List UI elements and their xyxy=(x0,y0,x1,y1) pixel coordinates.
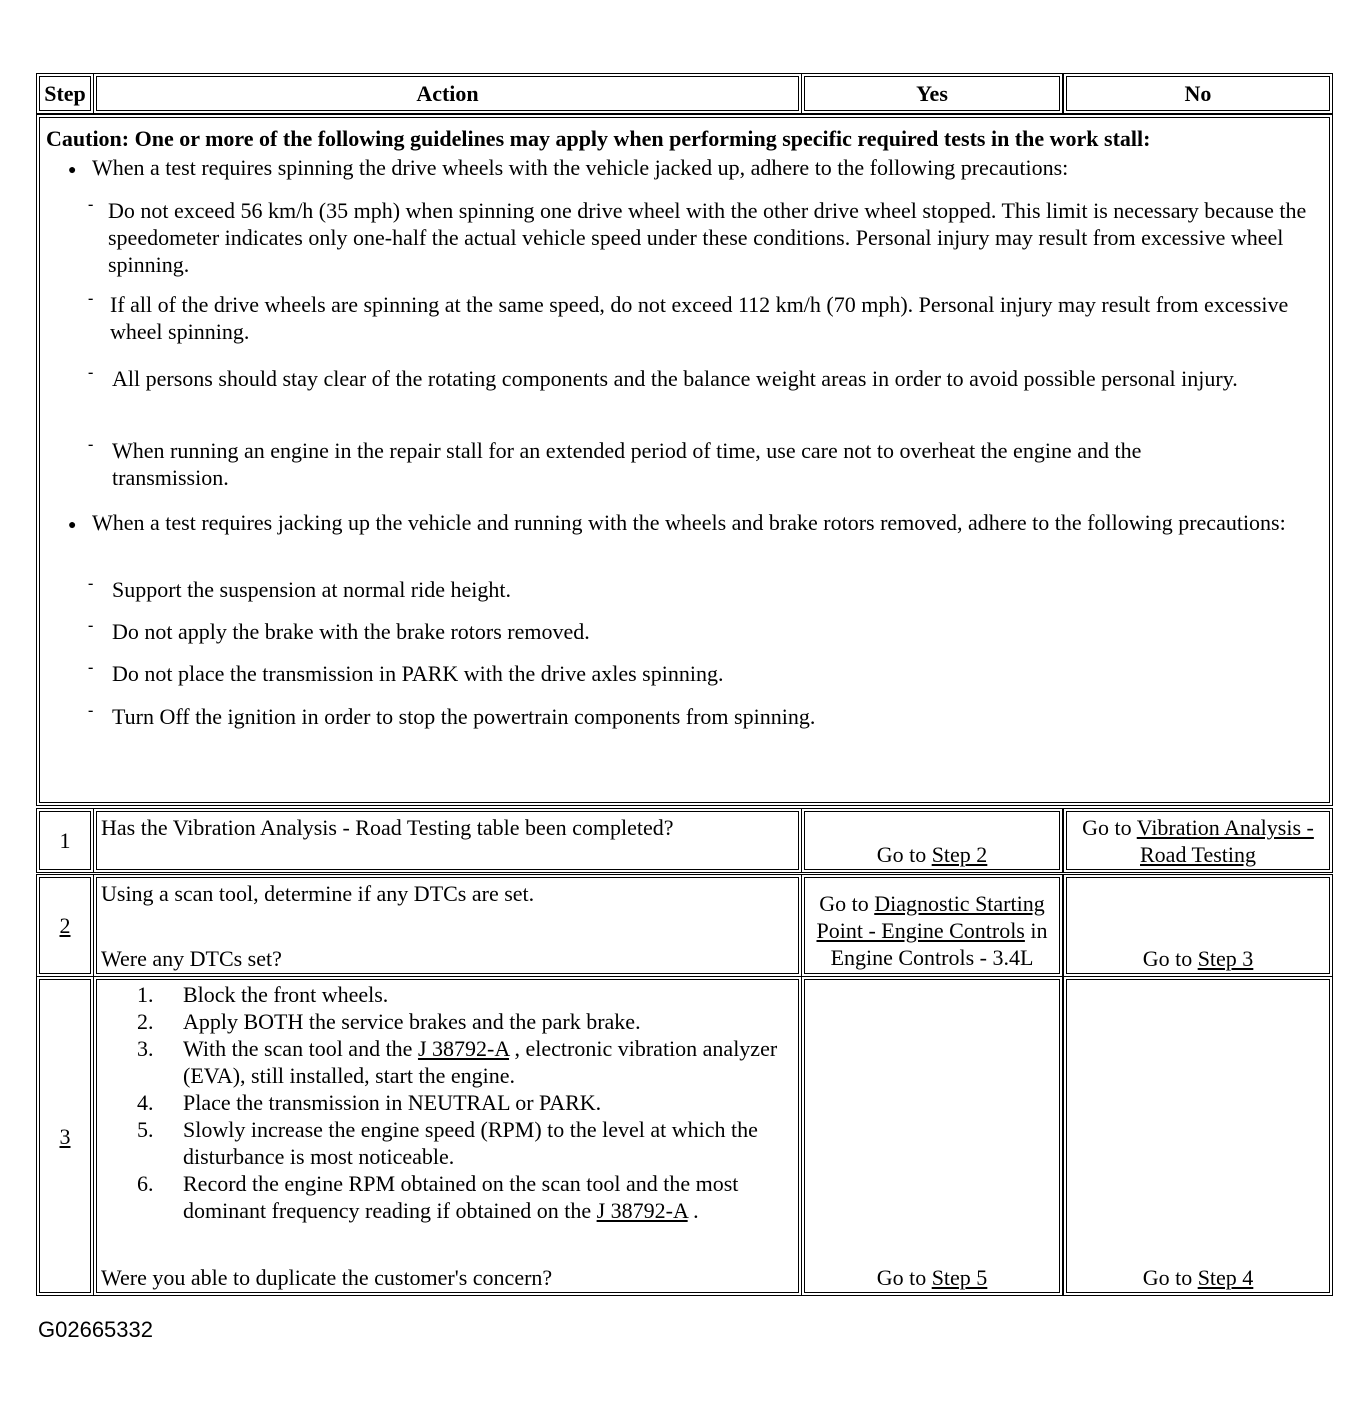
step-3-anchor[interactable]: 3 xyxy=(59,1123,71,1149)
header-action: Action xyxy=(416,81,479,106)
caution-box xyxy=(39,117,1330,803)
row-3-yes-cell xyxy=(804,979,1060,1293)
step-num: 1. xyxy=(137,982,154,1007)
action-text: Has the Vibration Analysis - Road Testing table been completed? xyxy=(101,815,674,840)
step-num: 3. xyxy=(137,1036,154,1061)
go-to-label: Go to xyxy=(1082,815,1137,840)
header-no: No xyxy=(1184,81,1212,106)
step-num: 4. xyxy=(137,1090,154,1115)
step-4-link[interactable]: Step 4 xyxy=(1197,1265,1254,1290)
go-to-label: Go to xyxy=(1142,946,1198,971)
step-text: Record the engine RPM obtained on the scan tool and the most dominant frequency reading if obtained on the xyxy=(183,1171,739,1223)
dash-icon: - xyxy=(88,364,94,381)
dash-icon: - xyxy=(88,702,94,719)
step-num: 6. xyxy=(137,1171,154,1196)
dash-icon: - xyxy=(88,290,94,307)
dash-icon: - xyxy=(88,436,94,453)
procedure-step xyxy=(101,1035,794,1089)
step-2-link[interactable]: Step 2 xyxy=(931,842,988,867)
diagnostic-starting-point-link[interactable]: Diagnostic Starting Point - Engine Controls xyxy=(816,891,1045,943)
procedure-step xyxy=(101,1089,794,1116)
dash-icon: - xyxy=(88,575,94,592)
row-2-no-cell xyxy=(1066,877,1330,974)
step-text: , electronic vibration analyzer (EVA), still installed, start the engine. xyxy=(183,1036,778,1088)
question-text: Were you able to duplicate the customer's concern? xyxy=(101,1265,553,1290)
action-text: Using a scan tool, determine if any DTCs are set. xyxy=(101,881,535,906)
dash-icon: - xyxy=(88,617,94,634)
row-3-action-cell xyxy=(96,979,799,1293)
header-no-cell xyxy=(1066,76,1330,111)
step-text: With the scan tool and the xyxy=(183,1036,418,1061)
row-1-action-cell xyxy=(96,811,799,870)
caution-item: Do not place the transmission in PARK with the drive axles spinning. xyxy=(112,661,724,686)
figure-id: G02665332 xyxy=(38,1317,153,1342)
row-2-action-cell xyxy=(96,877,799,974)
caution-item: When running an engine in the repair stall for an extended period of time, use care not to overheat the engine and the transmission. xyxy=(112,438,1142,490)
row-1-yes-cell xyxy=(804,811,1060,870)
row-2-yes-cell xyxy=(804,877,1060,974)
step-5-link[interactable]: Step 5 xyxy=(931,1265,988,1290)
engine-controls-label: in Engine Controls - 3.4L xyxy=(830,918,1048,970)
step-number: 1 xyxy=(59,828,71,853)
step-num: 2. xyxy=(137,1009,154,1034)
row-2-step-cell xyxy=(39,877,91,974)
caution-item: If all of the drive wheels are spinning at the same speed, do not exceed 112 km/h (70 mph). Personal injury may result from excessive wheel spinning. xyxy=(110,292,1289,344)
step-3-link[interactable]: Step 3 xyxy=(1197,946,1254,971)
step-text: Block the front wheels. xyxy=(183,982,389,1007)
j38792a-link[interactable]: J 38792-A xyxy=(596,1198,688,1223)
caution-item: Turn Off the ignition in order to stop the powertrain components from spinning. xyxy=(112,704,816,729)
procedure-step xyxy=(101,1008,794,1035)
bullet-dot-icon: ● xyxy=(68,163,77,178)
procedure-step xyxy=(101,1116,794,1170)
step-text: . xyxy=(687,1198,699,1223)
go-to-label: Go to xyxy=(819,891,875,916)
header-yes: Yes xyxy=(916,81,948,106)
caution-title: Caution: One or more of the following guidelines may apply when performing specific required tests in the work stall: xyxy=(46,126,1151,151)
dash-icon: - xyxy=(88,196,94,213)
caution-bullet-1: When a test requires spinning the drive wheels with the vehicle jacked up, adhere to the following precautions: xyxy=(92,155,1069,180)
step-text: Place the transmission in NEUTRAL or PARK. xyxy=(183,1090,602,1115)
row-1-no-cell xyxy=(1066,811,1330,870)
bullet-dot-icon: ● xyxy=(68,518,77,533)
procedure-list xyxy=(101,981,794,1224)
question-text: Were any DTCs set? xyxy=(101,946,282,971)
step-num: 5. xyxy=(137,1117,154,1142)
header-step-cell xyxy=(39,76,91,111)
header-yes-cell xyxy=(804,76,1060,111)
procedure-step xyxy=(101,981,794,1008)
row-3-no-cell xyxy=(1066,979,1330,1293)
row-3-step-cell xyxy=(39,979,91,1293)
go-to-label: Go to xyxy=(876,1265,932,1290)
step-text: Slowly increase the engine speed (RPM) to the level at which the disturbance is most noticeable. xyxy=(183,1117,758,1169)
vibration-analysis-road-testing-link[interactable]: Vibration Analysis - Road Testing xyxy=(1136,815,1314,867)
step-text: Apply BOTH the service brakes and the park brake. xyxy=(183,1009,641,1034)
caution-item: Do not exceed 56 km/h (35 mph) when spinning one drive wheel with the other drive wheel stopped. This limit is necessary because the speedometer indicates only one-half the actual vehicle speed under these conditions. Personal injury may result from excessive wheel spinning. xyxy=(108,198,1307,277)
step-2-anchor[interactable]: 2 xyxy=(59,913,71,938)
header-action-cell xyxy=(96,76,799,111)
procedure-step xyxy=(101,1170,794,1224)
caution-item: Do not apply the brake with the brake rotors removed. xyxy=(112,619,590,644)
caution-item: All persons should stay clear of the rotating components and the balance weight areas in order to avoid possible personal injury. xyxy=(112,366,1238,391)
dash-icon: - xyxy=(88,659,94,676)
j38792a-link[interactable]: J 38792-A xyxy=(417,1036,510,1061)
row-1-step-cell xyxy=(39,811,91,870)
go-to-label: Go to xyxy=(876,842,932,867)
go-to-label: Go to xyxy=(1142,1265,1198,1290)
caution-item: Support the suspension at normal ride height. xyxy=(112,577,511,602)
header-step: Step xyxy=(44,81,86,106)
caution-bullet-2: When a test requires jacking up the vehicle and running with the wheels and brake rotors removed, adhere to the following precautions: xyxy=(92,510,1286,535)
